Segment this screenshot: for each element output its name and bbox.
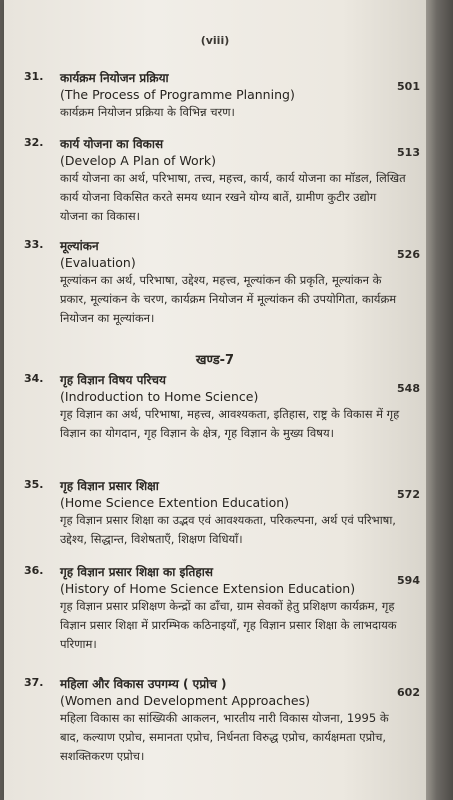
entry-page-number: 526 xyxy=(397,248,420,261)
entry-subtitle: (The Process of Programme Planning) xyxy=(60,87,295,102)
entry-page-number: 548 xyxy=(397,382,420,395)
page-number: (viii) xyxy=(200,34,230,47)
entry-description: गृह विज्ञान प्रसार शिक्षा का उद्भव एवं आवश्यकता, परिकल्पना, अर्थ एवं परिभाषा, उद्देश्य, सिद्धान्त, विशेषताएँ, शिक्षण विधियाँ। xyxy=(60,513,396,546)
entry-title: कार्य योजना का विकास xyxy=(60,137,164,151)
entry-description: कार्य योजना का अर्थ, परिभाषा, तत्त्व, महत्त्व, कार्य, कार्य योजना का मॉडल, लिखित कार्य योजना विकसित करते समय ध्यान रखने योग्य बातें, ग्रामीण कुटीर उद्योग योजना का विकास। xyxy=(60,171,406,223)
entry-title: गृह विज्ञान प्रसार शिक्षा xyxy=(60,479,159,493)
entry-description: मूल्यांकन का अर्थ, परिभाषा, उद्देश्य, महत्त्व, मूल्यांकन की प्रकृति, मूल्यांकन के प्रकार, मूल्यांकन के चरण, कार्यक्रम नियोजन में मूल्यांकन की उपयोगिता, कार्यक्रम नियोजन का मूल्यांकन। xyxy=(60,273,397,325)
entry-page-number: 513 xyxy=(397,146,420,159)
entry-title: गृह विज्ञान प्रसार शिक्षा का इतिहास xyxy=(60,565,213,579)
entry-subtitle: (Indroduction to Home Science) xyxy=(60,389,259,404)
toc-entry-37 xyxy=(24,676,420,766)
toc-entry-36 xyxy=(24,564,420,654)
entry-page-number: 501 xyxy=(397,80,420,93)
entry-number: 35. xyxy=(24,478,44,491)
entry-subtitle: (Evaluation) xyxy=(60,255,136,270)
entry-title: गृह विज्ञान विषय परिचय xyxy=(60,373,166,387)
entry-page-number: 602 xyxy=(397,686,420,699)
entry-subtitle: (Home Science Extention Education) xyxy=(60,495,290,510)
toc-entry-33 xyxy=(24,238,420,328)
entry-description: कार्यक्रम नियोजन प्रक्रिया के विभिन्न चरण। xyxy=(60,105,235,119)
book-edge xyxy=(426,0,453,800)
toc-entry-34 xyxy=(24,372,420,443)
section-heading: खण्ड-7 xyxy=(195,353,235,368)
entry-description: गृह विज्ञान का अर्थ, परिभाषा, महत्त्व, आवश्यकता, इतिहास, राष्ट्र के विकास में गृह विज्ञान का योगदान, गृह विज्ञान के क्षेत्र, गृह विज्ञान के मुख्य विषय। xyxy=(60,407,400,440)
entry-subtitle: (History of Home Science Extension Education) xyxy=(60,581,356,596)
entry-number: 33. xyxy=(24,238,44,251)
toc-entry-31 xyxy=(24,70,420,122)
entry-title: महिला और विकास उपगम्य ( एप्रोच ) xyxy=(60,677,227,691)
entry-number: 32. xyxy=(24,136,44,149)
entry-subtitle: (Develop A Plan of Work) xyxy=(60,153,216,168)
entry-title: कार्यक्रम नियोजन प्रक्रिया xyxy=(60,71,169,85)
entry-number: 31. xyxy=(24,70,44,83)
entry-description: गृह विज्ञान प्रसार प्रशिक्षण केन्द्रों का ढाँचा, ग्राम सेवकों हेतु प्रशिक्षण कार्यक्रम, गृह विज्ञान प्रसार शिक्षा में प्रारम्भिक कठिनाइयाँ, गृह विज्ञान प्रसार शिक्षा के लाभदायक परिणाम। xyxy=(60,599,397,651)
entry-page-number: 594 xyxy=(397,574,420,587)
entry-page-number: 572 xyxy=(397,488,420,501)
entry-description: महिला विकास का सांख्यिकी आकलन, भारतीय नारी विकास योजना, 1995 के बाद, कल्याण एप्रोच, समानता एप्रोच, निर्धनता विरुद्ध एप्रोच, कार्यक्षमता एप्रोच, सशक्तिकरण एप्रोच। xyxy=(60,711,389,763)
toc-entry-32 xyxy=(24,136,420,226)
entry-number: 37. xyxy=(24,676,44,689)
entry-number: 36. xyxy=(24,564,44,577)
entry-subtitle: (Women and Development Approaches) xyxy=(60,693,310,708)
book-page xyxy=(4,0,426,800)
entry-number: 34. xyxy=(24,372,44,385)
entry-title: मूल्यांकन xyxy=(60,239,99,253)
toc-entry-35 xyxy=(24,478,420,549)
